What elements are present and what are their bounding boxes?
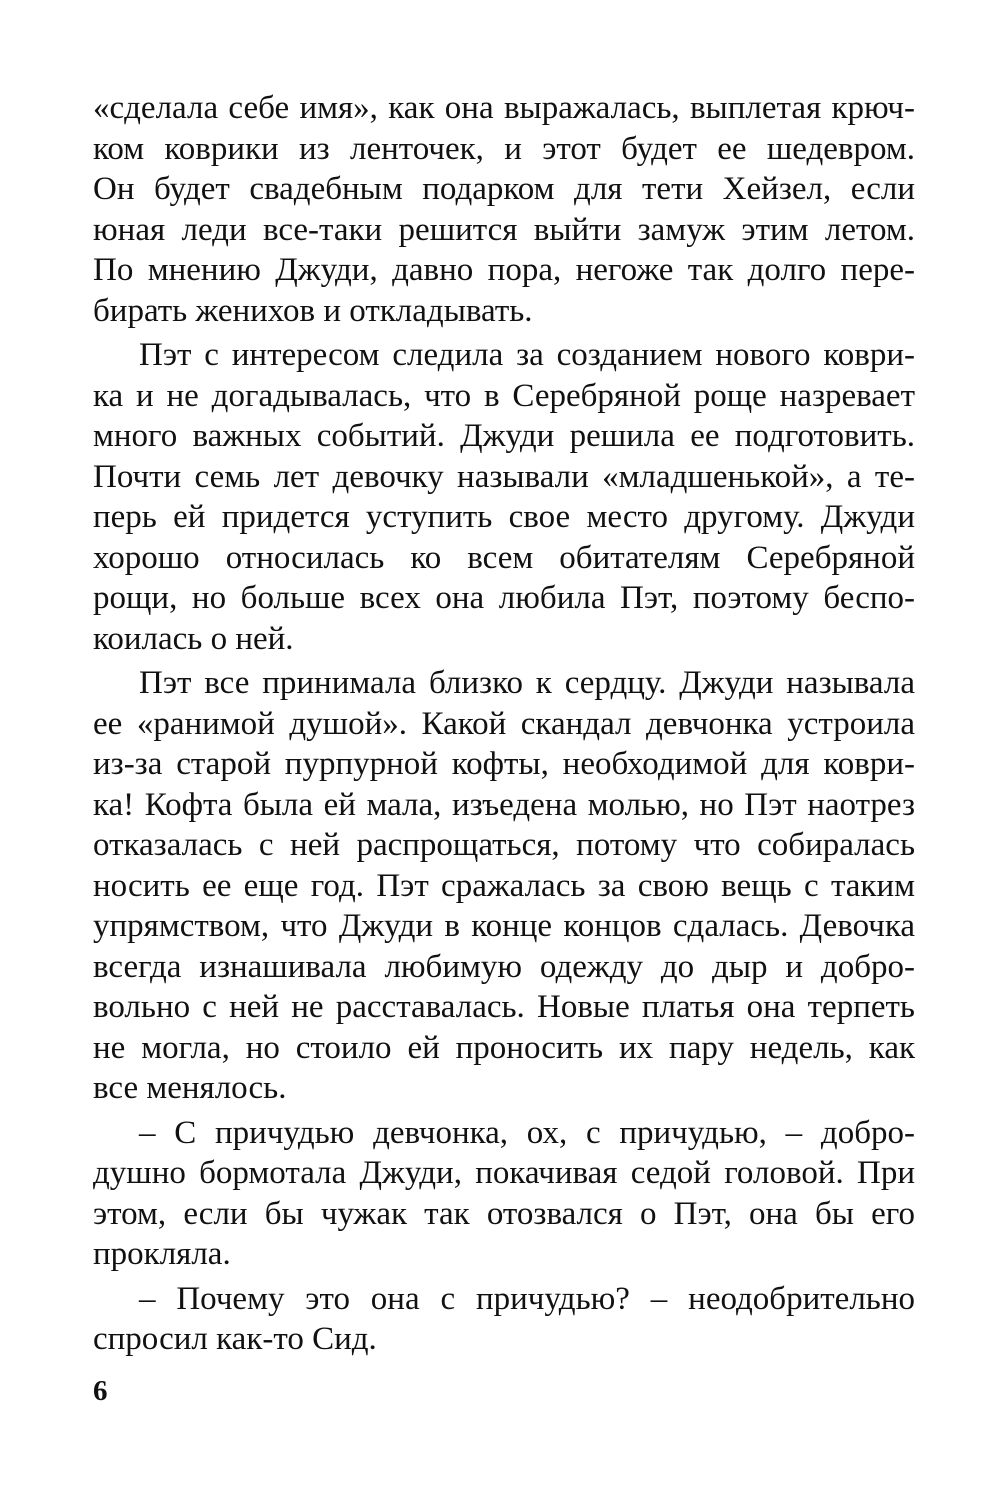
text-line: По мнению Джуди, давно пора, негоже так долго пере- [93,252,915,288]
paragraph [93,1113,915,1275]
text-line: юная леди все-таки решится выйти замуж этим летом. [93,211,915,248]
paragraph [93,335,915,659]
text-line: Пэт все принимала близко к сердцу. Джуди называла [139,665,915,701]
text-line: упрямством, что Джуди в конце концов сдалась. Девочка [93,908,915,944]
paragraph [93,663,915,1109]
text-line: перь ей придется уступить свое место другому. Джуди [93,499,915,535]
text-line: – Почему это она с причудью? – неодобрительно [139,1280,915,1317]
text-line: носить ее еще год. Пэт сражалась за свою вещь с таким [93,867,915,904]
text-line: этом, если бы чужак так отозвался о Пэт, она бы его [93,1195,915,1232]
page-number: 6 [93,1375,108,1407]
body-text [93,88,915,1360]
text-line: прокляла. [93,1236,231,1272]
text-line: Почти семь лет девочку называли «младшенькой», а те- [93,458,915,495]
text-line: спросил как-то Сид. [93,1321,377,1357]
text-line: все менялось. [93,1070,287,1106]
text-line: ка и не догадывалась, что в Серебряной роще назревает [93,377,915,414]
text-line: ка! Кофта была ей мала, изъедена молью, но Пэт наотрез [93,786,915,823]
text-line: Пэт с интересом следила за созданием нового коври- [139,337,915,373]
text-line: ее «ранимой душой». Какой скандал девчонка устроила [93,705,915,742]
text-line: всегда изнашивала любимую одежду до дыр и добро- [93,948,915,985]
text-line: отказалась с ней распрощаться, потому что собиралась [93,827,915,863]
text-line: бирать женихов и откладывать. [93,292,533,329]
text-line: ком коврики из ленточек, и этот будет ее шедевром. [93,130,915,167]
text-line: коилась о ней. [93,620,294,657]
text-line: не могла, но стоило ей проносить их пару недель, как [93,1029,915,1066]
text-line: – С причудью девчонка, ох, с причудью, – добро- [139,1114,915,1151]
paragraph [93,88,915,331]
text-line: душно бормотала Джуди, покачивая седой головой. При [93,1155,915,1191]
text-line: из-за старой пурпурной кофты, необходимой для коври- [93,746,915,782]
text-line: хорошо относилась ко всем обитателям Серебряной [93,539,915,576]
text-line: Он будет свадебным подарком для тети Хейзел, если [93,171,915,207]
paragraph [93,1279,915,1360]
text-line: вольно с ней не расставалась. Новые платья она терпеть [93,989,915,1025]
text-line: «сделала себе имя», как она выражалась, выплетая крюч- [93,90,915,126]
text-line: рощи, но больше всех она любила Пэт, поэтому беспо- [93,580,915,616]
text-line: много важных событий. Джуди решила ее подготовить. [93,418,915,454]
